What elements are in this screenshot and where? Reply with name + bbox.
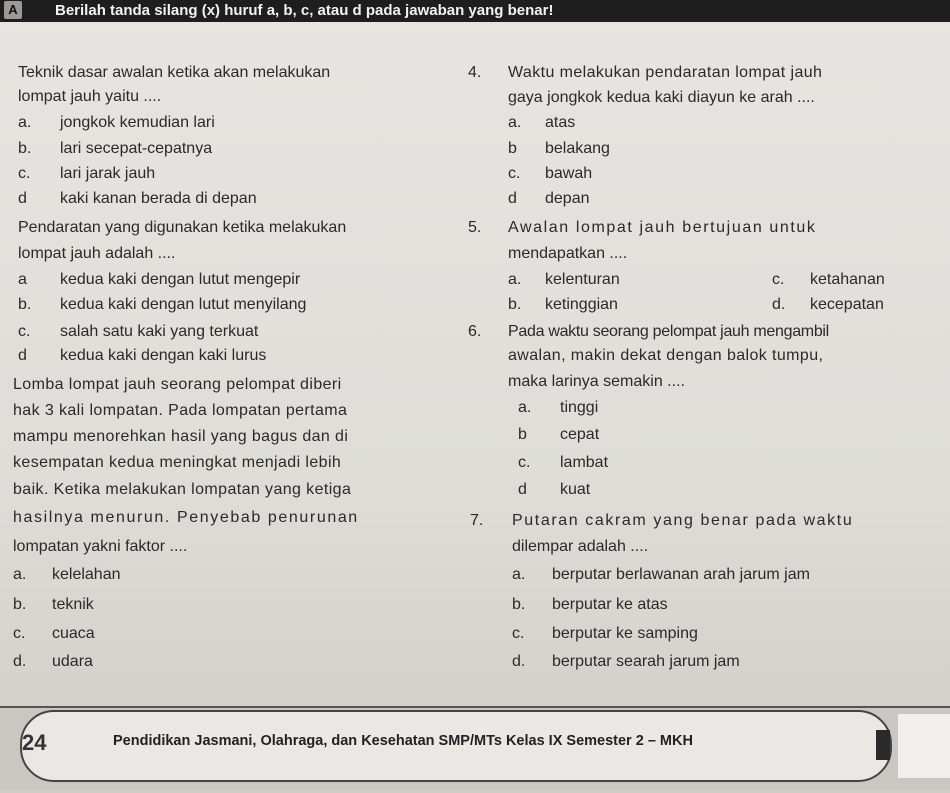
option-text[interactable]: kecepatan (810, 296, 884, 313)
question-stem: Waktu melakukan pendaratan lompat jauh (508, 64, 823, 81)
option-text[interactable]: lari secepat-cepatnya (60, 140, 213, 157)
question-stem: hasilnya menurun. Penyebab penurunan (13, 509, 359, 526)
instruction-text: Berilah tanda silang (x) huruf a, b, c, atau d pada jawaban yang benar! (55, 2, 554, 19)
option-text[interactable]: berputar berlawanan arah jarum jam (552, 566, 810, 583)
option-text[interactable]: berputar searah jarum jam (552, 653, 740, 670)
option-letter[interactable]: c. (18, 323, 31, 340)
option-text[interactable]: salah satu kaki yang terkuat (60, 323, 259, 340)
question-number: 6. (468, 323, 482, 340)
section-header (0, 0, 950, 22)
option-letter[interactable]: b (518, 426, 527, 443)
option-text[interactable]: belakang (545, 140, 610, 157)
option-text[interactable]: cuaca (52, 625, 95, 642)
option-text[interactable]: kaki kanan berada di depan (60, 190, 257, 207)
question-stem: Putaran cakram yang benar pada waktu (512, 512, 854, 529)
footer-tab (898, 714, 950, 778)
question-number: 4. (468, 64, 482, 81)
option-letter[interactable]: c. (772, 271, 785, 288)
question-stem: Lomba lompat jauh seorang pelompat diberi (13, 376, 342, 393)
option-letter[interactable]: a. (508, 271, 522, 288)
option-letter[interactable]: b. (18, 296, 32, 313)
option-text[interactable]: jongkok kemudian lari (60, 114, 215, 131)
question-stem: Awalan lompat jauh bertujuan untuk (508, 219, 817, 236)
option-letter[interactable]: b. (13, 596, 27, 613)
section-letter: A (4, 1, 22, 19)
question-stem: mampu menorehkan hasil yang bagus dan di (13, 428, 349, 445)
question-stem: lompat jauh adalah .... (18, 245, 176, 262)
option-letter[interactable]: b. (508, 296, 522, 313)
option-letter[interactable]: c. (518, 454, 531, 471)
question-stem: lompat jauh yaitu .... (18, 88, 162, 105)
option-letter[interactable]: b. (512, 596, 526, 613)
question-stem: Pada waktu seorang pelompat jauh mengambil (508, 323, 829, 340)
option-text[interactable]: kelelahan (52, 566, 121, 583)
question-stem: baik. Ketika melakukan lompatan yang ketiga (13, 481, 352, 498)
option-text[interactable]: teknik (52, 596, 94, 613)
footer-bar (876, 730, 890, 760)
option-text[interactable]: kuat (560, 481, 591, 498)
option-letter[interactable]: d (18, 190, 27, 207)
question-stem: gaya jongkok kedua kaki diayun ke arah .... (508, 89, 815, 106)
option-letter[interactable]: d (508, 190, 517, 207)
option-letter[interactable]: a. (512, 566, 526, 583)
option-letter[interactable]: b (508, 140, 517, 157)
book-title: Pendidikan Jasmani, Olahraga, dan Kesehatan SMP/MTs Kelas IX Semester 2 – MKH (113, 733, 693, 749)
option-letter[interactable]: c. (512, 625, 525, 642)
question-stem: Pendaratan yang digunakan ketika melakukan (18, 219, 347, 236)
option-letter[interactable]: d (18, 347, 27, 364)
option-letter[interactable]: d. (512, 653, 526, 670)
option-text[interactable]: bawah (545, 165, 593, 182)
option-text[interactable]: atas (545, 114, 576, 131)
option-text[interactable]: kedua kaki dengan lutut menyilang (60, 296, 307, 313)
question-stem: dilempar adalah .... (512, 538, 649, 555)
option-letter[interactable]: c. (508, 165, 521, 182)
question-number: 5. (468, 219, 482, 236)
question-stem: awalan, makin dekat dengan balok tumpu, (508, 347, 824, 364)
option-letter[interactable]: a. (518, 399, 532, 416)
option-text[interactable]: lambat (560, 454, 609, 471)
option-text[interactable]: cepat (560, 426, 600, 443)
question-number: 7. (470, 512, 484, 529)
question-stem: mendapatkan .... (508, 245, 628, 262)
option-letter[interactable]: d. (772, 296, 786, 313)
question-stem: lompatan yakni faktor .... (13, 538, 188, 555)
option-letter[interactable]: b. (18, 140, 32, 157)
question-stem: maka larinya semakin .... (508, 373, 685, 390)
option-letter[interactable]: c. (13, 625, 26, 642)
option-text[interactable]: tinggi (560, 399, 599, 416)
option-text[interactable]: depan (545, 190, 590, 207)
option-letter[interactable]: a. (13, 566, 27, 583)
option-text[interactable]: kelenturan (545, 271, 620, 288)
option-text[interactable]: kedua kaki dengan kaki lurus (60, 347, 267, 364)
option-text[interactable]: ketahanan (810, 271, 885, 288)
question-stem: Teknik dasar awalan ketika akan melakukan (18, 64, 331, 81)
option-letter[interactable]: d (518, 481, 527, 498)
option-text[interactable]: lari jarak jauh (60, 165, 156, 182)
option-text[interactable]: berputar ke samping (552, 625, 698, 642)
option-text[interactable]: udara (52, 653, 93, 670)
option-text[interactable]: kedua kaki dengan lutut mengepir (60, 271, 301, 288)
question-stem: hak 3 kali lompatan. Pada lompatan pertama (13, 402, 348, 419)
option-text[interactable]: ketinggian (545, 296, 618, 313)
option-letter[interactable]: a. (18, 114, 32, 131)
option-letter[interactable]: a (18, 271, 27, 288)
option-letter[interactable]: a. (508, 114, 522, 131)
page-footer (0, 700, 950, 793)
option-letter[interactable]: d. (13, 653, 27, 670)
option-text[interactable]: berputar ke atas (552, 596, 668, 613)
option-letter[interactable]: c. (18, 165, 31, 182)
page-number: 24 (22, 730, 47, 755)
question-stem: kesempatan kedua meningkat menjadi lebih (13, 454, 342, 471)
